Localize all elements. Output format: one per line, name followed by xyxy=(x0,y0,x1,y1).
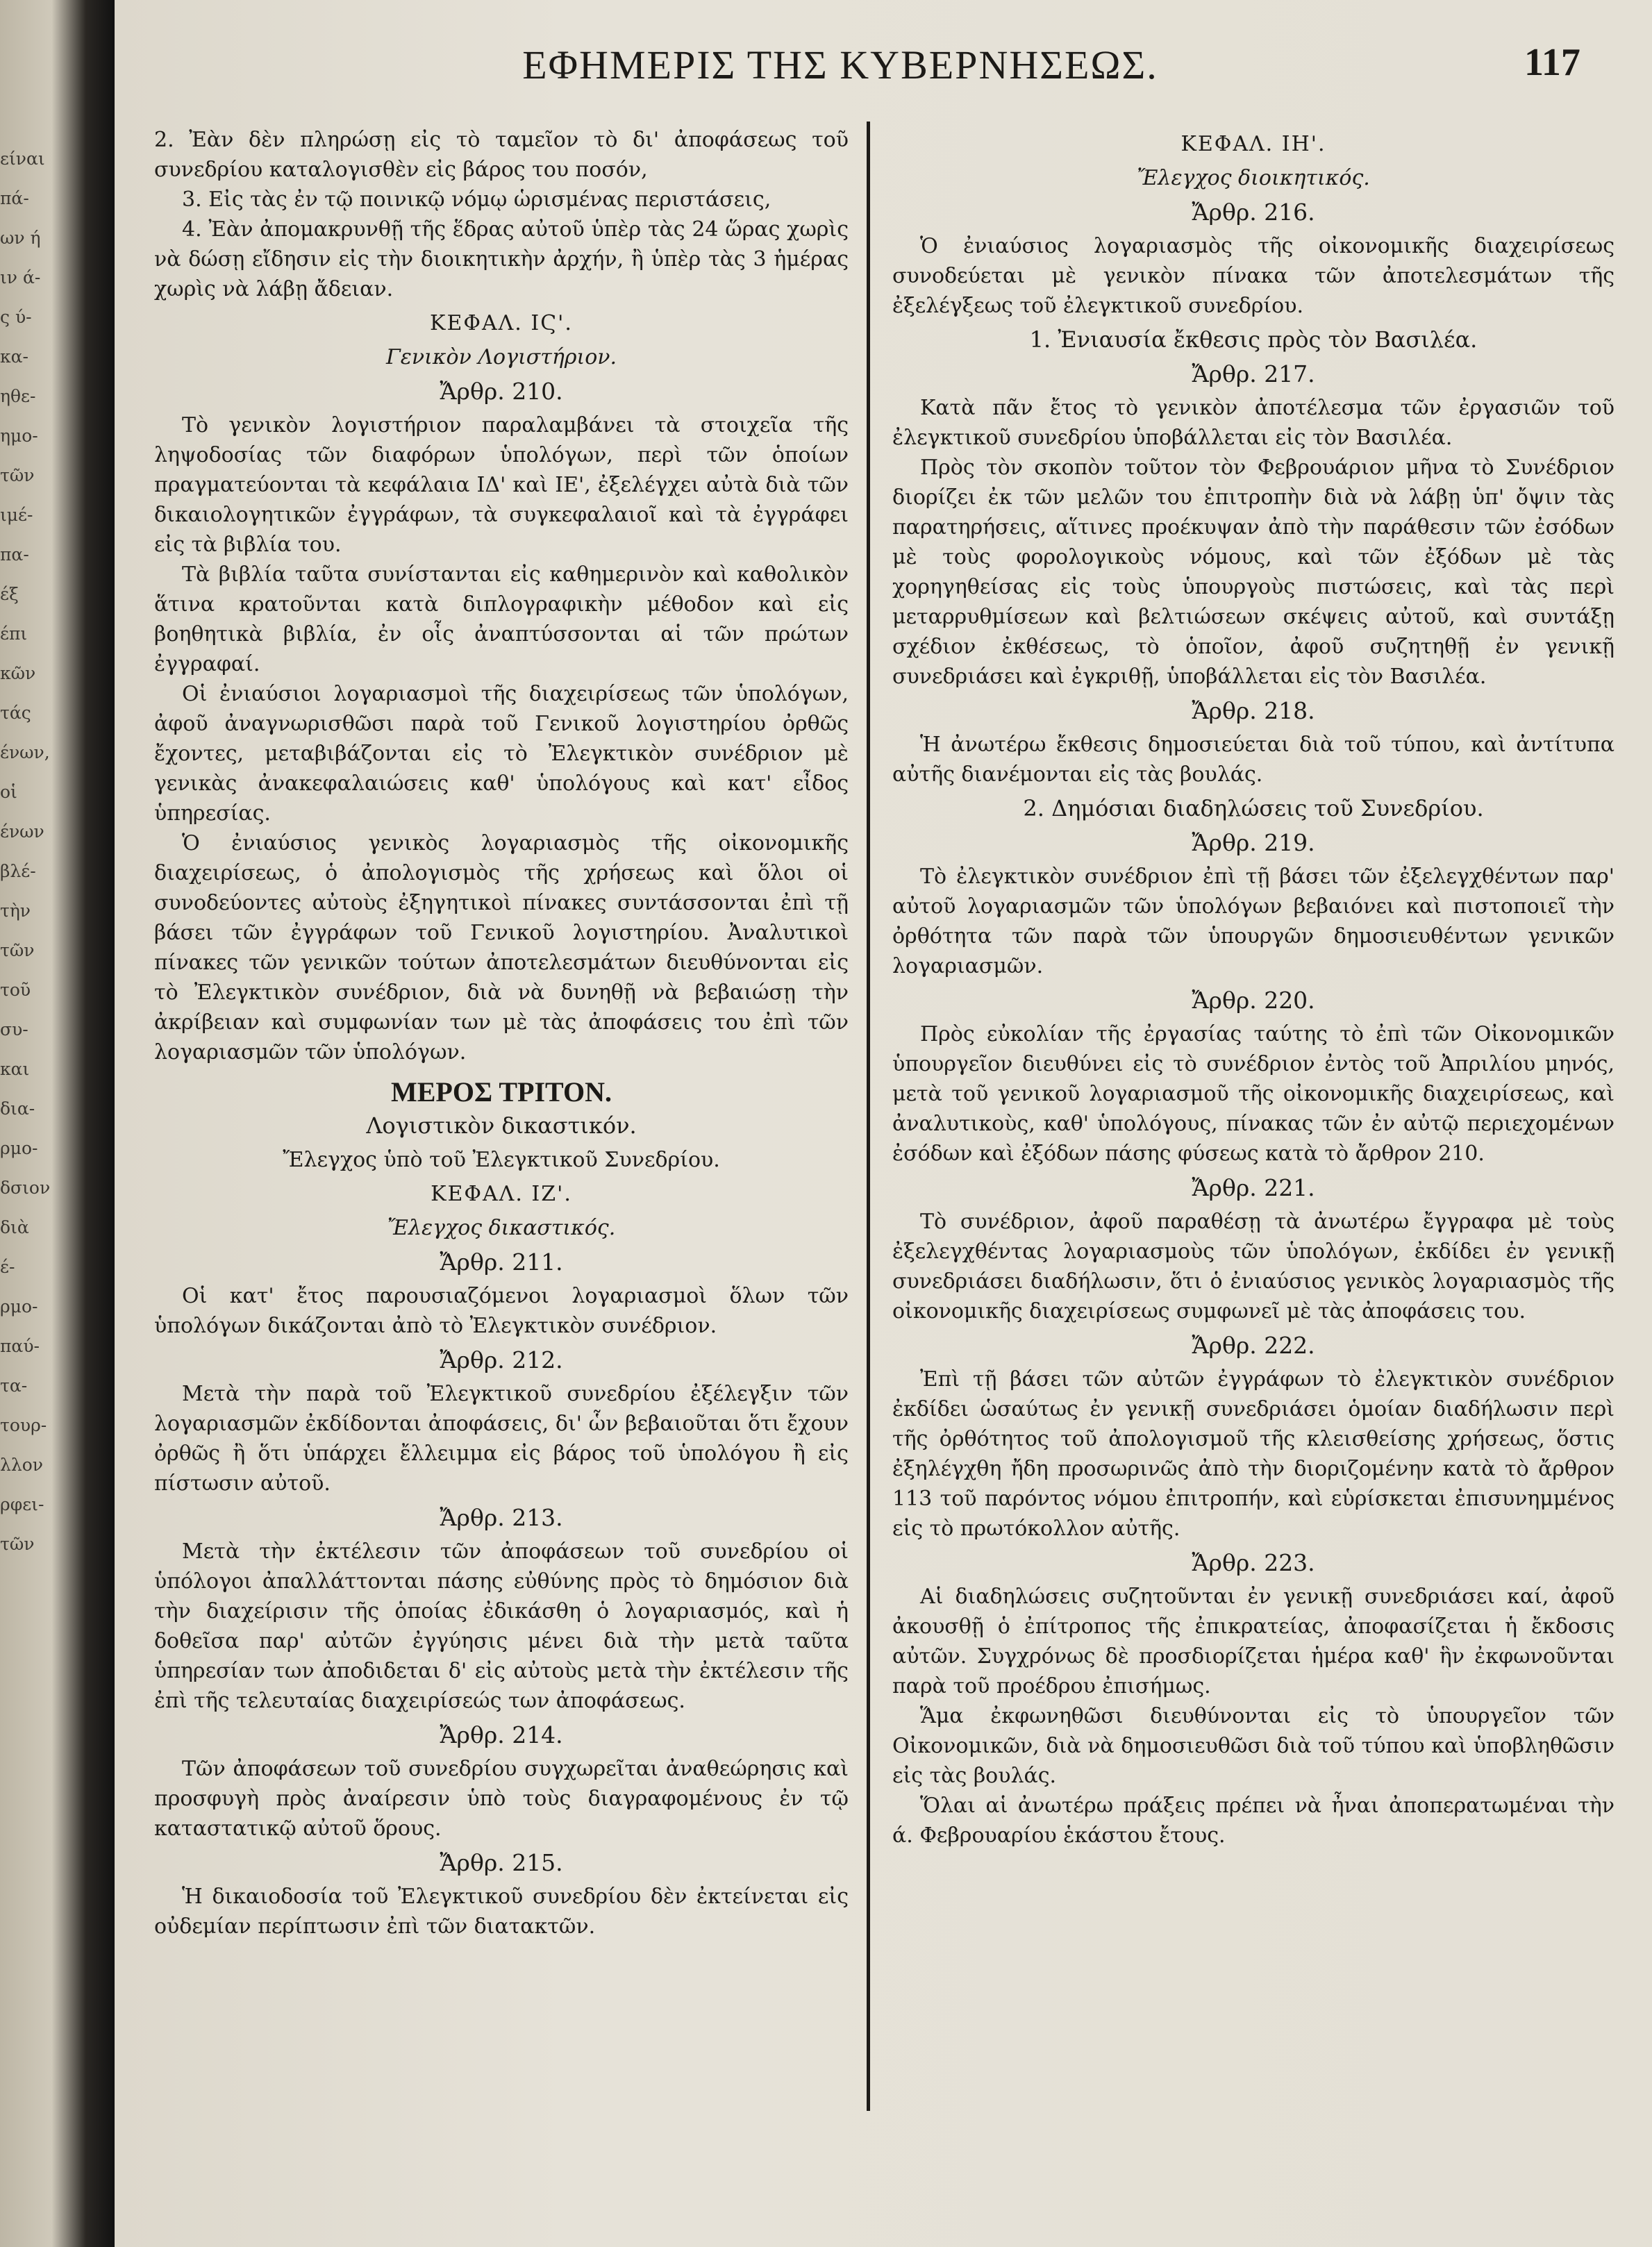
paragraph: 3. Εἰς τὰς ἐν τῷ ποινικῷ νόμῳ ὡρισμένας περιστάσεις, xyxy=(182,187,771,212)
article-heading: Ἄρθρ. 214. xyxy=(440,1721,563,1748)
paragraph: 4. Ἐὰν ἀπομακρυνθῇ τῆς ἕδρας αὐτοῦ ὑπὲρ τὰς 24 ὥρας χωρὶς νὰ δώσῃ εἴδησιν εἰς τὴν διοικητικὴν ἀρχήν, ἢ ὑπὲρ τὰς 3 ἡμέρας χωρὶς νὰ λάβῃ ἄδειαν. xyxy=(154,217,849,301)
edge-fragment: τάς xyxy=(0,703,31,723)
edge-fragment: ων ή xyxy=(0,228,41,248)
paragraph: Οἱ ἐνιαύσιοι λογαριασμοὶ τῆς διαχειρίσεως τῶν ὑπολόγων, ἀφοῦ ἀναγνωρισθῶσι παρὰ τοῦ Γενικοῦ λογιστηρίου ὀρθῶς ἔχοντες, μεταβιβάζονται εἰς τὸ Ἐλεγκτικὸν συνέδριον μὲ γενικὰς ἀνακεφαλαιώσεις καθ' ὑπολόγους καὶ κατ' εἶδος ὑπηρεσίας. xyxy=(154,682,849,826)
chapter-title: Ἔλεγχος διοικητικός. xyxy=(1137,166,1370,190)
edge-fragment: τουρ- xyxy=(0,1415,47,1435)
edge-fragment: πά- xyxy=(0,188,29,208)
paragraph: Τὰ βιβλία ταῦτα συνίστανται εἰς καθημερινὸν καὶ καθολικὸν ἅτινα κρατοῦνται κατὰ διπλογραφικὴν μέθοδον καὶ εἰς βοηθητικὰ βιβλία, ἐν οἷς ἀναπτύσσονται αἱ τῶν πρώτων ἐγγραφαί. xyxy=(154,562,849,676)
paragraph: Τῶν ἀποφάσεων τοῦ συνεδρίου συγχωρεῖται ἀναθεώρησις καὶ προσφυγὴ πρὸς ἀναίρεσιν ὑπὸ τοὺς διαγραφομένους ἐν τῷ καταστατικῷ αὐτοῦ ὅρους. xyxy=(154,1757,849,1841)
edge-fragment: βλέ- xyxy=(0,861,36,881)
paragraph: Τὸ συνέδριον, ἀφοῦ παραθέσῃ τὰ ἀνωτέρω ἔγγραφα μὲ τοὺς ἐξελεγχθέντας λογαριασμοὺς τῶν ὑπολόγων, ἐκδίδει ἐν γενικῇ συνεδριάσει διαδήλωσιν, ὅτι ὁ ἐνιαύσιος γενικὸς λογαριασμὸς τῆς οἰκονομικῆς διαχειρίσεως συμφωνεῖ μὲ τὰς ἀποφάσεις του. xyxy=(892,1210,1615,1323)
edge-fragment: ρμο- xyxy=(0,1296,38,1317)
edge-fragment: ένων xyxy=(0,821,44,842)
paragraph: Ἅμα ἐκφωνηθῶσι διευθύνονται εἰς τὸ ὑπουργεῖον τῶν Οἰκονομικῶν, διὰ νὰ δημοσιευθῶσι διὰ τοῦ τύπου καὶ ὑποβληθῶσιν εἰς τὰς βουλάς. xyxy=(892,1704,1615,1788)
chapter-title: Ἔλεγχος δικαστικός. xyxy=(387,1216,616,1240)
chapter-heading: ΚΕΦΑΛ. ΙΖ'. xyxy=(431,1182,572,1206)
article-heading: Ἄρθρ. 218. xyxy=(1192,697,1315,724)
edge-fragment: ηθε- xyxy=(0,386,36,406)
paragraph: Μετὰ τὴν ἐκτέλεσιν τῶν ἀποφάσεων τοῦ συνεδρίου οἱ ὑπόλογοι ἀπαλλάττονται πάσης εὐθύνης πρὸς τὸ δημόσιον διὰ τὴν διαχείρισιν τῆς ὁποίας ἐδικάσθη ὁ λογαριασμός, καὶ ἡ δοθεῖσα παρ' αὐτῶν ἐγγύησις μένει διὰ τὴν μετὰ ταῦτα ὑπηρεσίαν των ἀποδιδεται δ' εἰς αὐτοὺς μετὰ τὴν ἐκτέλεσιν τῆς ἐπὶ τῆς τελευταίας διαχειρίσεώς των ἀποφάσεως. xyxy=(154,1539,849,1713)
page-number: 117 xyxy=(1524,41,1580,84)
paragraph: Ἡ ἀνωτέρω ἔκθεσις δημοσιεύεται διὰ τοῦ τύπου, καὶ ἀντίτυπα αὐτῆς διανέμονται εἰς τὰς βουλάς. xyxy=(892,733,1615,787)
edge-fragment: λλον xyxy=(0,1455,43,1475)
section-heading: 2. Δημόσιαι διαδηλώσεις τοῦ Συνεδρίου. xyxy=(1023,795,1484,821)
section-heading: 1. Ἐνιαυσία ἔκθεσις πρὸς τὸν Βασιλέα. xyxy=(1029,326,1478,353)
column-divider xyxy=(867,122,870,2111)
left-column xyxy=(154,125,849,1941)
article-heading: Ἄρθρ. 215. xyxy=(440,1849,563,1876)
paragraph: Τὸ ἐλεγκτικὸν συνέδριον ἐπὶ τῇ βάσει τῶν ἐξελεγχθέντων παρ' αὐτοῦ λογαριασμῶν τῶν ὑπολόγων βεβαιόνει καὶ πιστοποιεῖ τὴν ὀρθότητα τῶν παρὰ τῶν ὑπουργῶν δημοσιευθέντων γενικῶν λογαριασμῶν. xyxy=(892,864,1615,978)
right-column xyxy=(892,125,1615,1851)
paragraph: Ὁ ἐνιαύσιος λογαριασμὸς τῆς οἰκονομικῆς διαχειρίσεως συνοδεύεται μὲ γενικὸν πίνακα τῶν ἀποτελεσμάτων τῆς ἐξελέγξεως τοῦ ἐλεγκτικοῦ συνεδρίου. xyxy=(892,234,1615,318)
edge-fragment: και xyxy=(0,1059,30,1079)
edge-fragment: ιν ά- xyxy=(0,267,41,287)
paragraph: Πρὸς εὐκολίαν τῆς ἐργασίας ταύτης τὸ ἐπὶ τῶν Οἰκονομικῶν ὑπουργεῖον διευθύνει εἰς τὸ συνέδριον ἐντὸς τοῦ Ἀπριλίου μηνός, μετὰ τοῦ γενικοῦ λογαριασμοῦ τῆς οἰκονομικῆς διαχειρίσεως, καὶ ἀναλυτικοὺς, καθ' ὑπολόγους, πίνακας τῶν ἐν αὐτῷ περιεχομένων ἐσόδων καὶ ἐξόδων πάσης φύσεως κατὰ τὸ ἄρθρον 210. xyxy=(892,1022,1615,1166)
article-heading: Ἄρθρ. 216. xyxy=(1192,199,1315,226)
edge-fragment: έπι xyxy=(0,624,28,644)
part-heading: ΜΕΡΟΣ ΤΡΙΤΟΝ. xyxy=(390,1076,612,1108)
edge-fragment: τοῦ xyxy=(0,980,31,1000)
paragraph: Ἡ δικαιοδοσία τοῦ Ἐλεγκτικοῦ συνεδρίου δὲν ἐκτείνεται εἰς οὐδεμίαν περίπτωσιν ἐπὶ τῶν διατακτῶν. xyxy=(154,1885,849,1939)
article-heading: Ἄρθρ. 222. xyxy=(1192,1332,1315,1359)
edge-fragment: δσιον xyxy=(0,1178,51,1198)
article-heading: Ἄρθρ. 213. xyxy=(440,1504,563,1531)
edge-fragment: συ- xyxy=(0,1019,28,1039)
article-heading: Ἄρθρ. 221. xyxy=(1192,1174,1315,1201)
paragraph: Ὁ ἐνιαύσιος γενικὸς λογαριασμὸς τῆς οἰκονομικῆς διαχειρίσεως, ὁ ἀπολογισμὸς τῆς χρήσεως καὶ ὅλοι οἱ συνοδεύοντες αὐτοὺς ἐξηγητικοὶ πίνακες συντάσσονται ἐπὶ τῇ βάσει τῶν ἐγγράφων τοῦ Γενικοῦ λογιστηρίου. Ἀναλυτικοὶ πίνακες τῶν γενικῶν τούτων ἀποτελεσμάτων διευθύνονται εἰς τὸ Ἐλεγκτικὸν συνέδριον, διὰ νὰ δυνηθῇ νὰ βεβαιώσῃ τὴν ἀκρίβειαν καὶ συμφωνίαν των μὲ τὰς ἀποφάσεις του ἐπὶ τῶν λογαριασμῶν τῶν ὑπολόγων. xyxy=(154,831,849,1064)
paragraph: Ἐπὶ τῇ βάσει τῶν αὐτῶν ἐγγράφων τὸ ἐλεγκτικὸν συνέδριον ἐκδίδει ὡσαύτως ἐν γενικῇ συνεδριάσει ὁμοίαν διαδήλωσιν περὶ τῆς ὀρθότητος τοῦ ἀπολογισμοῦ τῆς κλεισθείσης χρήσεως, ὅστις ἐξηλέγχθη ἤδη προσωρινῶς ἀπὸ τὴν διοριζομένην κατὰ τὸ ἄρθρον 113 τοῦ παρόντος νόμου ἐπιτροπήν, καὶ εὑρίσκεται ἐπισυνημμένος εἰς τὸ πρωτόκολλον αὐτῆς. xyxy=(892,1367,1615,1541)
edge-fragment: ημο- xyxy=(0,426,38,446)
edge-fragment: ιμέ- xyxy=(0,505,33,525)
edge-fragment: τῶν xyxy=(0,465,35,485)
edge-fragment: τα- xyxy=(0,1376,28,1396)
edge-fragment: οἱ xyxy=(0,782,17,802)
edge-fragment: διὰ xyxy=(0,1217,29,1237)
edge-fragment: ρμο- xyxy=(0,1138,38,1158)
edge-fragment: έξ xyxy=(0,584,19,604)
paragraph: Αἱ διαδηλώσεις συζητοῦνται ἐν γενικῇ συνεδριάσει καί, ἀφοῦ ἀκουσθῇ ὁ ἐπίτροπος τῆς ἐπικρατείας, ἀποφασίζεται ἡ ἔκδοσις αὐτῶν. Συγχρόνως δὲ προσδιορίζεται ἡμέρα καθ' ἣν ἐκφωνοῦνται παρὰ τοῦ προέδρου ἐπισήμως. xyxy=(892,1585,1615,1698)
article-heading: Ἄρθρ. 220. xyxy=(1192,987,1315,1014)
paragraph: Οἱ κατ' ἔτος παρουσιαζόμενοι λογαριασμοὶ ὅλων τῶν ὑπολόγων δικάζονται ἀπὸ τὸ Ἐλεγκτικὸν συνέδριον. xyxy=(154,1284,849,1338)
paragraph: Τὸ γενικὸν λογιστήριον παραλαμβάνει τὰ στοιχεῖα τῆς ληψοδοσίας τῶν διαφόρων ὑπολόγων, περὶ τῶν ὁποίων πραγματεύονται τὰ κεφάλαια ΙΔ' καὶ ΙΕ', ἐξελέγχει αὐτὰ διὰ τῶν δικαιολογητικῶν ἐγγράφων, τὰ συγκεφαλαιοῖ καὶ τὰ ἐγγράφει εἰς τὰ βιβλία του. xyxy=(154,413,849,557)
edge-fragment: τὴν xyxy=(0,901,31,921)
article-heading: Ἄρθρ. 223. xyxy=(1192,1549,1315,1576)
edge-fragment: ένων, xyxy=(0,742,50,762)
edge-fragment: ρφει- xyxy=(0,1494,44,1514)
article-heading: Ἄρθρ. 211. xyxy=(440,1248,563,1276)
edge-fragment: τῶν xyxy=(0,940,35,960)
part-subtitle: Ἔλεγχος ὑπὸ τοῦ Ἐλεγκτικοῦ Συνεδρίου. xyxy=(283,1148,720,1172)
paragraph: Κατὰ πᾶν ἔτος τὸ γενικὸν ἀποτέλεσμα τῶν ἐργασιῶν τοῦ ἐλεγκτικοῦ συνεδρίου ὑποβάλλεται εἰς τὸν Βασιλέα. xyxy=(892,396,1615,450)
chapter-title: Γενικὸν Λογιστήριον. xyxy=(385,345,617,369)
part-title: Λογιστικὸν δικαστικόν. xyxy=(366,1112,637,1139)
edge-fragment: παύ- xyxy=(0,1336,40,1356)
edge-fragment: πα- xyxy=(0,544,29,565)
article-heading: Ἄρθρ. 212. xyxy=(440,1346,563,1373)
article-heading: Ἄρθρ. 210. xyxy=(440,378,563,405)
paragraph: Πρὸς τὸν σκοπὸν τοῦτον τὸν Φεβρουάριον μῆνα τὸ Συνέδριον διορίζει ἐκ τῶν μελῶν του ἐπιτροπὴν διὰ νὰ λάβῃ ὑπ' ὄψιν τὰς παρατηρήσεις, αἵτινες προέκυψαν ἀπὸ τὴν παράθεσιν τῶν ἐσόδων μὲ τοὺς φορολογικοὺς νόμους, καὶ τῶν ἐξόδων μὲ τὰς χορηγηθείσας εἰς τοὺς ὑπουργοὺς πιστώσεις, καὶ τὰς περὶ μεταρρυθμίσεων καὶ βελτιώσεων σκέψεις αὐτοῦ, καὶ συντάξῃ σχέδιον ἐκθέσεως, τὸ ὁποῖον, ἀφοῦ συζητηθῇ ἐν γενικῇ συνεδριάσει καὶ ἐγκριθῇ, ὑποβάλλεται εἰς τὸν Βασιλέα. xyxy=(892,456,1615,689)
paragraph: Ὅλαι αἱ ἀνωτέρω πράξεις πρέπει νὰ ἦναι ἀποπερατωμέναι τὴν ά. Φεβρουαρίου ἑκάστου ἔτους. xyxy=(892,1794,1615,1848)
article-heading: Ἄρθρ. 219. xyxy=(1192,829,1315,856)
chapter-heading: ΚΕΦΑΛ. ΙϚ'. xyxy=(430,311,573,335)
edge-fragment: ς ύ- xyxy=(0,307,32,327)
edge-fragment: δια- xyxy=(0,1099,35,1119)
edge-fragment: είναι xyxy=(0,149,45,169)
chapter-heading: ΚΕΦΑΛ. ΙΗ'. xyxy=(1180,132,1326,156)
edge-fragment: κα- xyxy=(0,346,28,367)
edge-fragment: έ- xyxy=(0,1257,15,1277)
running-title: ΕΦΗΜΕΡΙΣ ΤΗΣ ΚΥΒΕΡΝΗΣΕΩΣ. xyxy=(522,42,1158,87)
previous-page-edge xyxy=(0,139,69,2083)
paragraph: Μετὰ τὴν παρὰ τοῦ Ἐλεγκτικοῦ συνεδρίου ἐξέλεγξιν τῶν λογαριασμῶν ἐκδίδονται ἀποφάσεις, δι' ὧν βεβαιοῦται ὅτι ἔχουν ὀρθῶς ἢ ὅτι ὑπάρχει ἔλλειμμα εἰς βάρος τοῦ ὑπολόγου ἢ εἰς πίστωσιν αὐτοῦ. xyxy=(154,1382,849,1496)
edge-fragment: κῶν xyxy=(0,663,36,683)
edge-fragment: τῶν xyxy=(0,1534,35,1554)
paragraph: 2. Ἐὰν δὲν πληρώσῃ εἰς τὸ ταμεῖον τὸ δι' ἀποφάσεως τοῦ συνεδρίου καταλογισθὲν εἰς βάρος του ποσόν, xyxy=(154,128,849,182)
article-heading: Ἄρθρ. 217. xyxy=(1192,360,1315,387)
